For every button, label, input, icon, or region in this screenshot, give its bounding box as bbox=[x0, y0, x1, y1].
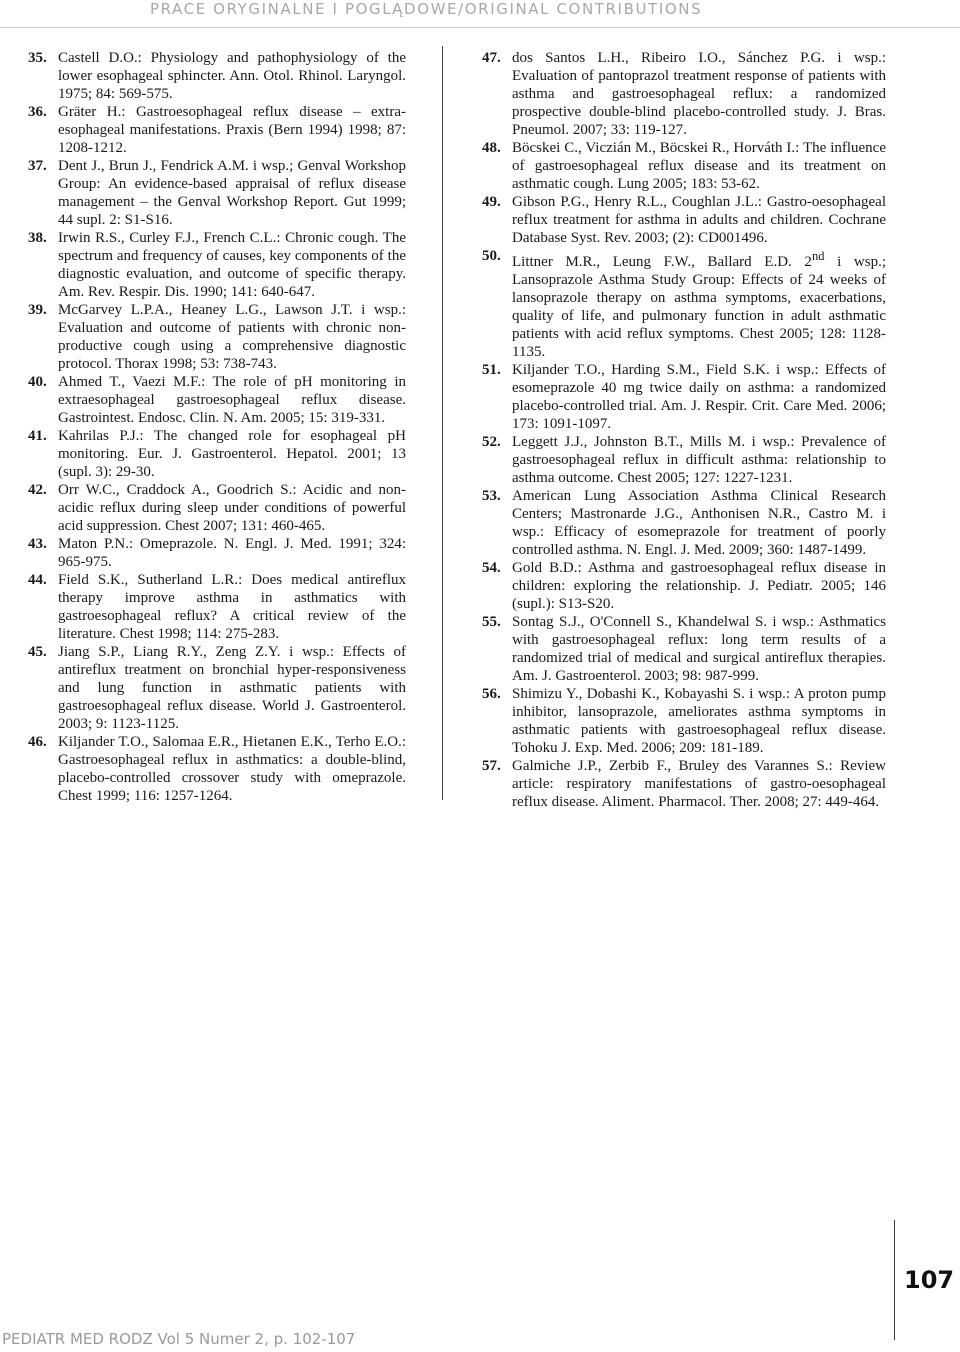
reference-item bbox=[28, 427, 406, 481]
reference-text: Dent J., Brun J., Fendrick A.M. i wsp.; Genval Workshop Group: An evidence-based appraisal of reflux disease management – the Genval Workshop Report. Gut 1999; 44 supl. 2: S1-S16. bbox=[58, 158, 406, 228]
reference-number: 50. bbox=[482, 248, 501, 264]
reference-number: 47. bbox=[482, 50, 501, 66]
reference-item bbox=[482, 559, 886, 613]
reference-item bbox=[28, 733, 406, 805]
reference-text-part: Littner M.R., Leung F.W., Ballard E.D. 2 bbox=[512, 254, 812, 270]
reference-text bbox=[512, 247, 886, 361]
reference-text: Kiljander T.O., Salomaa E.R., Hietanen E.K., Terho E.O.: Gastroesophageal reflux in asthmatics: a double-blind, placebo-controlled crossover study with omeprazole. Chest 1999; 116: 1257-1264. bbox=[58, 734, 406, 804]
footer-divider bbox=[894, 1220, 895, 1340]
reference-item bbox=[28, 535, 406, 571]
reference-text: Kahrilas P.J.: The changed role for esophageal pH monitoring. Eur. J. Gastroenterol. Hepatol. 2001; 13 (supl. 3): 29-30. bbox=[58, 428, 406, 480]
reference-item bbox=[482, 433, 886, 487]
reference-text: Galmiche J.P., Zerbib F., Bruley des Varannes S.: Review article: respiratory manifestations of gastro-oesophageal reflux disease. Aliment. Pharmacol. Ther. 2008; 27: 449-464. bbox=[512, 758, 886, 810]
reference-text: Field S.K., Sutherland L.R.: Does medical antireflux therapy improve asthma in asthmatics with gastroesophageal reflux? A critical review of the literature. Chest 1998; 114: 275-283. bbox=[58, 572, 406, 642]
column-divider bbox=[442, 46, 443, 800]
reference-item bbox=[482, 193, 886, 247]
reference-text: Gold B.D.: Asthma and gastroesophageal reflux disease in children: exploring the relationship. J. Pediatr. 2005; 146 (supl.): S13-S20. bbox=[512, 560, 886, 612]
reference-number: 48. bbox=[482, 140, 501, 156]
running-header: PRACE ORYGINALNE I POGLĄDOWE/ORIGINAL CONTRIBUTIONS bbox=[150, 0, 703, 18]
reference-item bbox=[28, 643, 406, 733]
reference-number: 41. bbox=[28, 428, 47, 444]
reference-text: Leggett J.J., Johnston B.T., Mills M. i wsp.: Prevalence of gastroesophageal reflux in difficult asthma: relationship to asthma outcome. Chest 2005; 127: 1227-1231. bbox=[512, 434, 886, 486]
reference-item bbox=[482, 139, 886, 193]
reference-number: 35. bbox=[28, 50, 47, 66]
reference-number: 43. bbox=[28, 536, 47, 552]
reference-text: Irwin R.S., Curley F.J., French C.L.: Chronic cough. The spectrum and frequency of causes, key components of the diagnostic evaluation, and outcome of specific therapy. Am. Rev. Respir. Dis. 1990; 141: 640-647. bbox=[58, 230, 406, 300]
reference-number: 42. bbox=[28, 482, 47, 498]
reference-item bbox=[482, 613, 886, 685]
reference-text: Gräter H.: Gastroesophageal reflux disease – extra-esophageal manifestations. Praxis (Bern 1994) 1998; 87: 1208-1212. bbox=[58, 104, 406, 156]
reference-number: 56. bbox=[482, 686, 501, 702]
reference-number: 38. bbox=[28, 230, 47, 246]
references-right-column bbox=[482, 49, 886, 811]
reference-item bbox=[28, 157, 406, 229]
reference-number: 51. bbox=[482, 362, 501, 378]
reference-text: Shimizu Y., Dobashi K., Kobayashi S. i wsp.: A proton pump inhibitor, lansoprazole, ameliorates asthma symptoms in asthmatic patients with gastroesophageal reflux disease. Tohoku J. Exp. Med. 2006; 209: 181-189. bbox=[512, 686, 886, 756]
reference-text: Ahmed T., Vaezi M.F.: The role of pH monitoring in extraesophageal gastroesophageal reflux disease. Gastrointest. Endosc. Clin. N. Am. 2005; 15: 319-331. bbox=[58, 374, 406, 426]
reference-number: 54. bbox=[482, 560, 501, 576]
reference-text: American Lung Association Asthma Clinical Research Centers; Mastronarde J.G., Anthonisen N.R., Castro M. i wsp.: Efficacy of esomeprazole for treatment of poorly controlled asthma. N. Engl. J. Med. 2009; 360: 1487-1499. bbox=[512, 488, 886, 558]
reference-item bbox=[28, 301, 406, 373]
reference-number: 46. bbox=[28, 734, 47, 750]
reference-item bbox=[482, 685, 886, 757]
reference-item bbox=[482, 49, 886, 139]
reference-text: Jiang S.P., Liang R.Y., Zeng Z.Y. i wsp.: Effects of antireflux treatment on bronchial hyper-responsiveness and lung function in asthmatic patients with gastroesophageal reflux disease. World J. Gastroenterol. 2003; 9: 1123-1125. bbox=[58, 644, 406, 732]
reference-number: 57. bbox=[482, 758, 501, 774]
reference-text: dos Santos L.H., Ribeiro I.O., Sánchez P.G. i wsp.: Evaluation of pantoprazol treatment response of patients with asthma and gastroesophageal reflux: a randomized prospective double-blind placebo-controlled study. J. Bras. Pneumol. 2007; 33: 119-127. bbox=[512, 50, 886, 138]
reference-text: Böcskei C., Viczián M., Böcskei R., Horváth I.: The influence of gastroesophageal reflux disease and its treatment on asthmatic cough. Lung 2005; 183: 53-62. bbox=[512, 140, 886, 192]
reference-text-part: i wsp.; Lansoprazole Asthma Study Group: Effects of 24 weeks of lansoprazole therapy on asthma symptoms, exacerbations, quality of life, and pulmonary function in adult asthmatic patients with acid reflux symptoms. Chest 2005; 128: 1128-1135. bbox=[512, 254, 886, 360]
reference-item bbox=[482, 247, 886, 361]
reference-number: 53. bbox=[482, 488, 501, 504]
reference-number: 39. bbox=[28, 302, 47, 318]
reference-item bbox=[28, 373, 406, 427]
reference-number: 55. bbox=[482, 614, 501, 630]
reference-item bbox=[28, 229, 406, 301]
references-left-column bbox=[28, 49, 406, 805]
reference-text: Gibson P.G., Henry R.L., Coughlan J.L.: Gastro-oesophageal reflux treatment for asthma in adults and children. Cochrane Database Syst. Rev. 2003; (2): CD001496. bbox=[512, 194, 886, 246]
reference-item bbox=[28, 571, 406, 643]
ordinal-superscript: nd bbox=[811, 249, 825, 263]
journal-citation-footer: PEDIATR MED RODZ Vol 5 Numer 2, p. 102-107 bbox=[2, 1330, 356, 1348]
reference-item bbox=[28, 49, 406, 103]
reference-number: 45. bbox=[28, 644, 47, 660]
reference-number: 40. bbox=[28, 374, 47, 390]
reference-text: McGarvey L.P.A., Heaney L.G., Lawson J.T. i wsp.: Evaluation and outcome of patients with chronic non-productive cough using a comprehensive diagnostic protocol. Thorax 1998; 53: 738-743. bbox=[58, 302, 406, 372]
reference-number: 44. bbox=[28, 572, 47, 588]
reference-text: Orr W.C., Craddock A., Goodrich S.: Acidic and non-acidic reflux during sleep under conditions of powerful acid suppression. Chest 2007; 131: 460-465. bbox=[58, 482, 406, 534]
reference-item bbox=[482, 361, 886, 433]
reference-number: 49. bbox=[482, 194, 501, 210]
reference-number: 52. bbox=[482, 434, 501, 450]
reference-item bbox=[482, 487, 886, 559]
header-divider bbox=[0, 27, 960, 28]
reference-item bbox=[28, 103, 406, 157]
reference-number: 37. bbox=[28, 158, 47, 174]
reference-item bbox=[482, 757, 886, 811]
reference-text: Kiljander T.O., Harding S.M., Field S.K. i wsp.: Effects of esomeprazole 40 mg twice daily on asthma: a randomized placebo-controlled trial. Am. J. Respir. Crit. Care Med. 2006; 173: 1091-1097. bbox=[512, 362, 886, 432]
reference-text: Sontag S.J., O'Connell S., Khandelwal S. i wsp.: Asthmatics with gastroesophageal reflux: long term results of a randomized trial of medical and surgical antireflux therapies. Am. J. Gastroenterol. 2003; 98: 987-999. bbox=[512, 614, 886, 684]
reference-text: Castell D.O.: Physiology and pathophysiology of the lower esophageal sphincter. Ann. Otol. Rhinol. Laryngol. 1975; 84: 569-575. bbox=[58, 50, 406, 102]
reference-item bbox=[28, 481, 406, 535]
reference-text: Maton P.N.: Omeprazole. N. Engl. J. Med. 1991; 324: 965-975. bbox=[58, 536, 406, 570]
reference-number: 36. bbox=[28, 104, 47, 120]
page-number: 107 bbox=[904, 1266, 955, 1294]
